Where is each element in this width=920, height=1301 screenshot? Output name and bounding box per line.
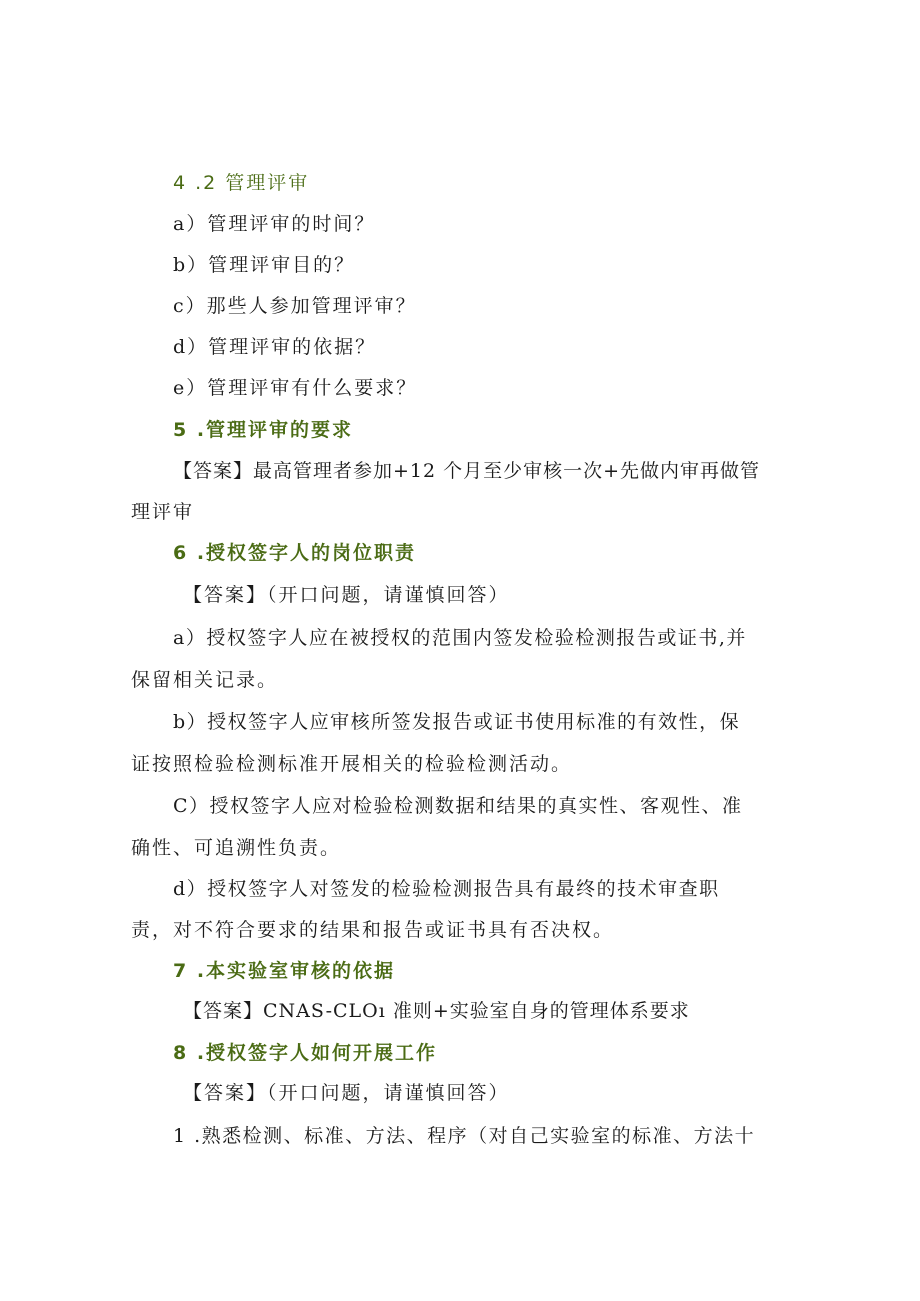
section-8-item-1: 1 .熟悉检测、标准、方法、程序（对自己实验室的标准、方法十 [173,1125,756,1147]
section-5-heading: 5 .管理评审的要求 [173,419,354,441]
section-6-item-d-line1: d）授权签字人对签发的检验检测报告具有最终的技术审查职 [173,878,720,900]
section-8-answer: 【答案】（开口问题，请谨慎回答） [183,1082,510,1104]
section-6-item-a-line2: 保留相关记录。 [131,669,279,691]
section-8-heading: 8 .授权签字人如何开展工作 [173,1042,438,1064]
section-6-item-c-line1: C）授权签字人应对检验检测数据和结果的真实性、客观性、准 [173,795,743,817]
question-d: d）管理评审的依据？ [173,336,377,358]
question-c: c）那些人参加管理评审？ [173,295,417,317]
section-6-item-d-line2: 责，对不符合要求的结果和报告或证书具有否决权。 [131,919,615,941]
section-5-answer-line1: 【答案】最高管理者参加+12 个月至少审核一次+先做内审再做管 [173,460,761,482]
section-6-answer: 【答案】（开口问题，请谨慎回答） [183,584,510,606]
question-b: b）管理评审目的？ [173,254,356,276]
section-7-heading: 7 .本实验室审核的依据 [173,960,396,982]
question-a: a）管理评审的时间？ [173,213,376,235]
section-6-item-b-line2: 证按照检验检测标准开展相关的检验检测活动。 [131,753,573,775]
section-6-heading: 6 .授权签字人的岗位职责 [173,542,417,564]
section-6-item-a-line1: a）授权签字人应在被授权的范围内签发检验检测报告或证书,并 [173,627,747,649]
section-6-item-b-line1: b）授权签字人应审核所签发报告或证书使用标准的有效性，保 [173,711,741,733]
section-6-item-c-line2: 确性、可追溯性负责。 [131,837,342,859]
question-e: e）管理评审有什么要求？ [173,377,418,399]
section-5-answer-line2: 理评审 [131,501,195,523]
section-4-2-heading: 4 .2 管理评审 [173,172,310,194]
section-7-answer: 【答案】CNAS-CLOı 准则+实验室自身的管理体系要求 [183,1000,690,1022]
